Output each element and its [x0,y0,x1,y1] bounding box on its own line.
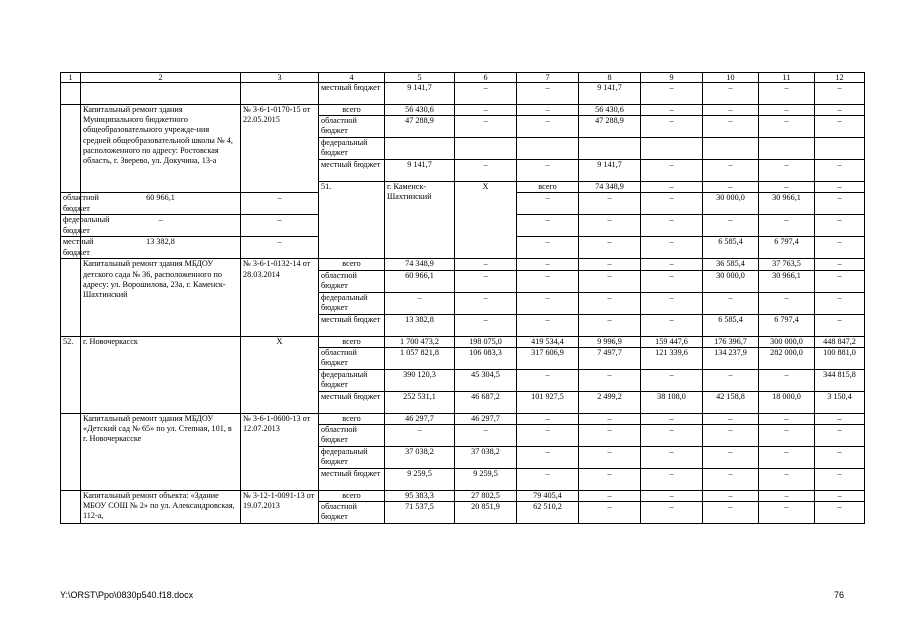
column-number: 10 [703,73,759,83]
value-cell: – [703,502,759,524]
table-row [61,413,865,424]
value-cell: 36 585,4 [703,259,759,270]
value-cell: всего [517,182,579,193]
value-cell [455,138,517,160]
table-cell: областной бюджет [319,502,385,524]
value-cell: – [759,491,815,502]
value-cell: – [641,193,703,215]
value-cell: – [455,314,517,336]
column-number: 1 [61,73,81,83]
value-cell: – [579,292,641,314]
value-cell: – [517,292,579,314]
column-number: 5 [385,73,455,83]
value-cell: 74 348,9 [579,182,641,193]
value-cell: – [455,105,517,116]
value-cell: – [759,425,815,447]
value-cell: 1 057 821,8 [385,347,455,369]
value-cell [759,138,815,160]
value-cell: 134 237,9 [703,347,759,369]
value-cell: – [641,83,703,105]
value-cell: 13 382,8 [385,314,455,336]
table-cell: Капитальный ремонт здания Муниципального бюджетного общеобразовательного учрежде-ния средней общеобразовательной школы № 4, расположенного по адресу: Ростовская область, г. Зверево, ул. Докучина, 13-а [81,105,241,193]
value-cell: – [641,116,703,138]
value-cell [385,138,455,160]
value-cell: – [579,502,641,524]
value-cell: – [759,447,815,469]
value-cell: 198 075,0 [455,336,517,347]
table-row [61,336,865,347]
value-cell: 9 141,7 [579,160,641,182]
table-cell: № 3-12-1-0091-13 от 19.07.2013 [241,491,319,524]
value-cell: 252 531,1 [385,391,455,413]
value-cell: – [703,83,759,105]
column-number: 7 [517,73,579,83]
value-cell: – [703,425,759,447]
value-cell: 45 304,5 [455,369,517,391]
value-cell: – [517,215,579,237]
value-cell: 74 348,9 [385,259,455,270]
value-cell: – [815,413,865,424]
value-cell: – [579,413,641,424]
table-cell: федеральный бюджет [319,138,385,160]
value-cell: – [815,259,865,270]
value-cell: всего [319,491,385,502]
value-cell: – [641,292,703,314]
value-cell: – [815,292,865,314]
table-cell: областной бюджет [319,270,385,292]
value-cell: – [759,502,815,524]
value-cell: 6 585,4 [703,237,759,259]
value-cell: – [815,160,865,182]
value-cell: – [517,469,579,491]
value-cell: – [815,83,865,105]
value-cell: – [641,314,703,336]
value-cell: 9 141,7 [385,160,455,182]
value-cell: – [579,215,641,237]
value-cell: – [517,105,579,116]
table-cell: Капитальный ремонт здания МБДОУ «Детский сад № 65» по ул. Степная, 101, в г. Новочеркасске [81,413,241,490]
value-cell: – [517,259,579,270]
value-cell: – [815,215,865,237]
value-cell: – [455,425,517,447]
value-cell: – [703,215,759,237]
table-cell [61,259,81,336]
value-cell: – [517,270,579,292]
value-cell: 300 000,0 [759,336,815,347]
value-cell: – [703,292,759,314]
value-cell: 390 120,3 [385,369,455,391]
column-number: 4 [319,73,385,83]
value-cell: 56 430,6 [385,105,455,116]
value-cell: 47 288,9 [385,116,455,138]
value-cell: 30 000,0 [703,193,759,215]
table-row [61,83,865,105]
value-cell: – [517,369,579,391]
value-cell: – [579,259,641,270]
value-cell: 27 802,5 [455,491,517,502]
value-cell: 344 815,8 [815,369,865,391]
column-number-header [61,73,865,83]
value-cell: – [579,314,641,336]
table-cell: Х [455,182,517,259]
table-row [61,105,865,116]
value-cell: 46 297,7 [455,413,517,424]
value-cell: 37 038,2 [455,447,517,469]
column-number: 9 [641,73,703,83]
value-cell: 100 881,0 [815,347,865,369]
value-cell: – [579,193,641,215]
table-cell: областной бюджет [319,425,385,447]
value-cell: 9 259,5 [385,469,455,491]
value-cell: – [759,83,815,105]
value-cell: – [579,491,641,502]
value-cell: – [241,215,319,237]
value-cell: – [579,270,641,292]
value-cell: – [517,447,579,469]
value-cell: 2 499,2 [579,391,641,413]
table-row [61,259,865,270]
table-cell: федеральный бюджет [319,369,385,391]
value-cell: 20 851,9 [455,502,517,524]
value-cell: – [815,270,865,292]
value-cell: – [517,314,579,336]
value-cell: – [703,447,759,469]
value-cell: – [759,369,815,391]
value-cell: – [517,237,579,259]
value-cell: – [579,469,641,491]
value-cell: – [815,105,865,116]
value-cell: – [703,413,759,424]
value-cell [815,138,865,160]
value-cell: – [241,237,319,259]
value-cell: – [759,160,815,182]
value-cell: – [759,116,815,138]
value-cell: 56 430,6 [579,105,641,116]
value-cell: – [455,270,517,292]
value-cell: 121 339,6 [641,347,703,369]
table-cell: местный бюджет [319,160,385,182]
value-cell: – [759,182,815,193]
value-cell: – [703,491,759,502]
value-cell: – [641,259,703,270]
value-cell: 46 687,2 [455,391,517,413]
value-cell: 9 141,7 [579,83,641,105]
table-cell: местный бюджет [61,237,81,259]
value-cell: – [641,105,703,116]
value-cell: 9 996,9 [579,336,641,347]
value-cell: – [517,193,579,215]
value-cell [517,138,579,160]
value-cell: 106 083,3 [455,347,517,369]
value-cell: 419 534,4 [517,336,579,347]
value-cell: 13 382,8 [81,237,241,259]
value-cell [579,138,641,160]
value-cell: всего [319,336,385,347]
value-cell: – [641,160,703,182]
value-cell: – [759,469,815,491]
table-cell: федеральный бюджет [61,215,81,237]
value-cell: – [703,160,759,182]
column-number: 11 [759,73,815,83]
value-cell: – [579,447,641,469]
value-cell: – [455,83,517,105]
column-number: 3 [241,73,319,83]
value-cell: 3 150,4 [815,391,865,413]
value-cell: – [815,447,865,469]
value-cell: – [81,215,241,237]
value-cell: – [455,160,517,182]
value-cell: 6 797,4 [759,314,815,336]
value-cell: 60 966,1 [385,270,455,292]
table-cell: областной бюджет [61,193,81,215]
value-cell: 30 000,0 [703,270,759,292]
value-cell: 95 383,3 [385,491,455,502]
value-cell: – [517,160,579,182]
value-cell: – [455,292,517,314]
value-cell: 38 108,0 [641,391,703,413]
value-cell: 46 297,7 [385,413,455,424]
document-page [60,72,856,524]
value-cell: – [815,182,865,193]
value-cell: 79 405,4 [517,491,579,502]
table-cell [61,83,81,105]
table-cell: местный бюджет [319,391,385,413]
value-cell: 6 585,4 [703,314,759,336]
value-cell: – [517,413,579,424]
value-cell: – [641,469,703,491]
value-cell: 71 537,5 [385,502,455,524]
value-cell: – [641,491,703,502]
value-cell: – [815,469,865,491]
value-cell: – [517,83,579,105]
value-cell: – [385,292,455,314]
table-body [61,73,865,524]
table-cell: № 3-6-1-0600-13 от 12.07.2013 [241,413,319,490]
value-cell: – [641,369,703,391]
table-cell: Капитальный ремонт здания МБДОУ детского сада № 36, расположенного по адресу: ул. Ворошилова, 23а, г. Каменск-Шахтинский [81,259,241,336]
value-cell: – [641,502,703,524]
column-number: 8 [579,73,641,83]
table-cell [61,491,81,524]
value-cell: 159 447,6 [641,336,703,347]
table-cell: областной бюджет [319,116,385,138]
value-cell: 47 288,9 [579,116,641,138]
table-cell: 52. [61,336,81,413]
value-cell: 317 606,9 [517,347,579,369]
value-cell: – [641,182,703,193]
table-cell: федеральный бюджет [319,292,385,314]
value-cell: – [815,425,865,447]
value-cell: – [517,116,579,138]
table-cell: г. Новочеркасск [81,336,241,413]
value-cell: – [641,270,703,292]
value-cell: 30 966,1 [759,270,815,292]
value-cell: 176 396,7 [703,336,759,347]
value-cell: – [815,237,865,259]
table-cell [241,83,319,105]
value-cell: – [703,369,759,391]
value-cell: 101 927,5 [517,391,579,413]
value-cell: всего [319,105,385,116]
table-cell: местный бюджет [319,83,385,105]
value-cell: всего [319,259,385,270]
table-cell: № 3-6-1-0132-14 от 28.03.2014 [241,259,319,336]
value-cell: – [815,314,865,336]
page-number: 76 [833,590,844,600]
table-cell: местный бюджет [319,314,385,336]
column-number: 2 [81,73,241,83]
value-cell: – [641,425,703,447]
value-cell: 37 763,5 [759,259,815,270]
value-cell: – [579,369,641,391]
value-cell: – [517,425,579,447]
value-cell: 448 847,2 [815,336,865,347]
value-cell: – [759,292,815,314]
value-cell: – [759,215,815,237]
table-row [61,491,865,502]
value-cell: 42 158,8 [703,391,759,413]
value-cell: – [815,502,865,524]
value-cell: – [759,413,815,424]
column-number: 12 [815,73,865,83]
file-path: Y:\ORST\Ppo\0830p540.f18.docx [60,590,194,600]
value-cell: – [703,182,759,193]
table-cell: местный бюджет [319,469,385,491]
value-cell [703,138,759,160]
value-cell: 282 000,0 [759,347,815,369]
column-number: 6 [455,73,517,83]
value-cell: – [815,116,865,138]
value-cell: – [641,237,703,259]
table-cell: федеральный бюджет [319,447,385,469]
value-cell: – [455,259,517,270]
table-cell: Капитальный ремонт объекта: «Здание МБОУ СОШ № 2» по ул. Александровская, 112-а, [81,491,241,524]
value-cell: – [641,215,703,237]
value-cell: – [455,116,517,138]
value-cell: – [579,425,641,447]
table-cell: № 3-6-1-0170-15 от 22.05.2015 [241,105,319,193]
value-cell: 37 038,2 [385,447,455,469]
value-cell: – [703,116,759,138]
table-cell [81,83,241,105]
value-cell: – [815,193,865,215]
value-cell: – [641,413,703,424]
table-cell [61,413,81,490]
value-cell: 62 510,2 [517,502,579,524]
table-cell: г. Каменск-Шахтинский [385,182,455,259]
value-cell: 30 966,1 [759,193,815,215]
value-cell: – [579,237,641,259]
value-cell: 9 259,5 [455,469,517,491]
value-cell: 18 000,0 [759,391,815,413]
table-cell [61,105,81,193]
value-cell: – [703,469,759,491]
value-cell: 9 141,7 [385,83,455,105]
value-cell: – [759,105,815,116]
value-cell: 7 497,7 [579,347,641,369]
table-cell: 51. [319,182,385,259]
value-cell: 6 797,4 [759,237,815,259]
value-cell: 1 700 473,2 [385,336,455,347]
value-cell: – [385,425,455,447]
value-cell: – [703,105,759,116]
value-cell: – [241,193,319,215]
budget-table [60,72,865,524]
table-cell: Х [241,336,319,413]
value-cell: 60 966,1 [81,193,241,215]
table-cell: областной бюджет [319,347,385,369]
value-cell: всего [319,413,385,424]
value-cell: – [815,491,865,502]
value-cell [641,138,703,160]
value-cell: – [641,447,703,469]
